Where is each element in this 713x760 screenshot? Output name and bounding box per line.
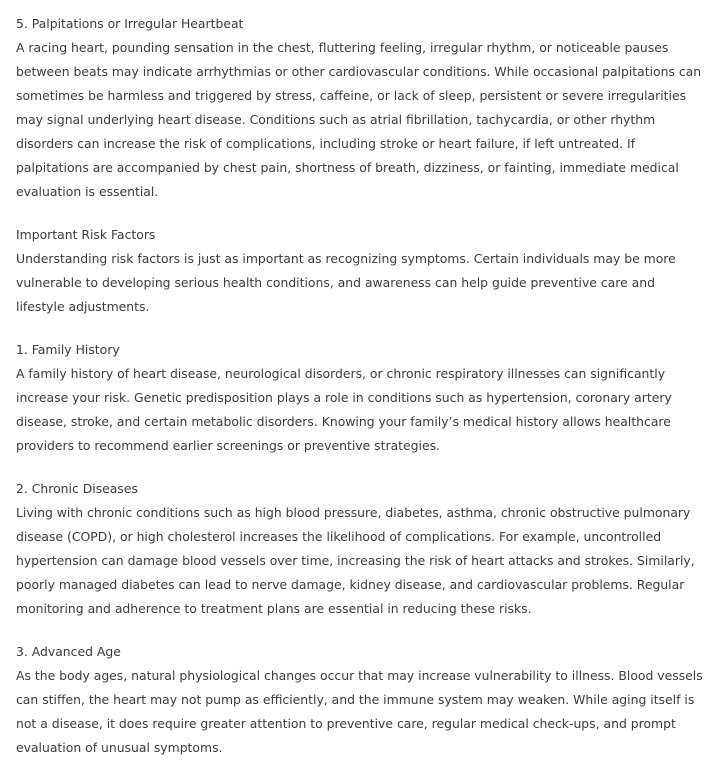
section-paragraph: As the body ages, natural physiological changes occur that may increase vulnerability to illness. Blood vessels can stiffen, the heart may not pump as efficiently, and the immune system may weaken. While aging itself is not a disease, it does require greater attention to preventive care, regular medical check-ups, and prompt evaluation of unusual symptoms. (16, 668, 703, 755)
article-content (16, 12, 706, 760)
section-heading: 5. Palpitations or Irregular Heartbeat (16, 16, 244, 31)
section-heading: 1. Family History (16, 342, 120, 357)
section-risk-factors (16, 223, 706, 319)
section-palpitations (16, 12, 706, 204)
section-paragraph: A family history of heart disease, neurological disorders, or chronic respiratory illnesses can significantly increase your risk. Genetic predisposition plays a role in conditions such as hypertension, coronary artery disease, stroke, and certain metabolic disorders. Knowing your family’s medical history allows healthcare providers to recommend earlier screenings or preventive strategies. (16, 366, 672, 453)
section-heading: 3. Advanced Age (16, 644, 121, 659)
section-paragraph: Understanding risk factors is just as important as recognizing symptoms. Certain individuals may be more vulnerable to developing serious health conditions, and awareness can help guide preventive care and lifestyle adjustments. (16, 251, 676, 314)
section-heading: 2. Chronic Diseases (16, 481, 138, 496)
section-chronic-diseases (16, 477, 706, 621)
section-heading: Important Risk Factors (16, 227, 156, 242)
section-family-history (16, 338, 706, 458)
section-advanced-age (16, 640, 706, 760)
section-paragraph: Living with chronic conditions such as high blood pressure, diabetes, asthma, chronic obstructive pulmonary disease (COPD), or high cholesterol increases the likelihood of complications. For example, uncontrolled hypertension can damage blood vessels over time, increasing the risk of heart attacks and strokes. Similarly, poorly managed diabetes can lead to nerve damage, kidney disease, and cardiovascular problems. Regular monitoring and adherence to treatment plans are essential in reducing these risks. (16, 505, 695, 616)
section-paragraph: A racing heart, pounding sensation in the chest, fluttering feeling, irregular rhythm, or noticeable pauses between beats may indicate arrhythmias or other cardiovascular conditions. While occasional palpitations can sometimes be harmless and triggered by stress, caffeine, or lack of sleep, persistent or severe irregularities may signal underlying heart disease. Conditions such as atrial fibrillation, tachycardia, or other rhythm disorders can increase the risk of complications, including stroke or heart failure, if left untreated. If palpitations are accompanied by chest pain, shortness of breath, dizziness, or fainting, immediate medical evaluation is essential. (16, 40, 702, 199)
